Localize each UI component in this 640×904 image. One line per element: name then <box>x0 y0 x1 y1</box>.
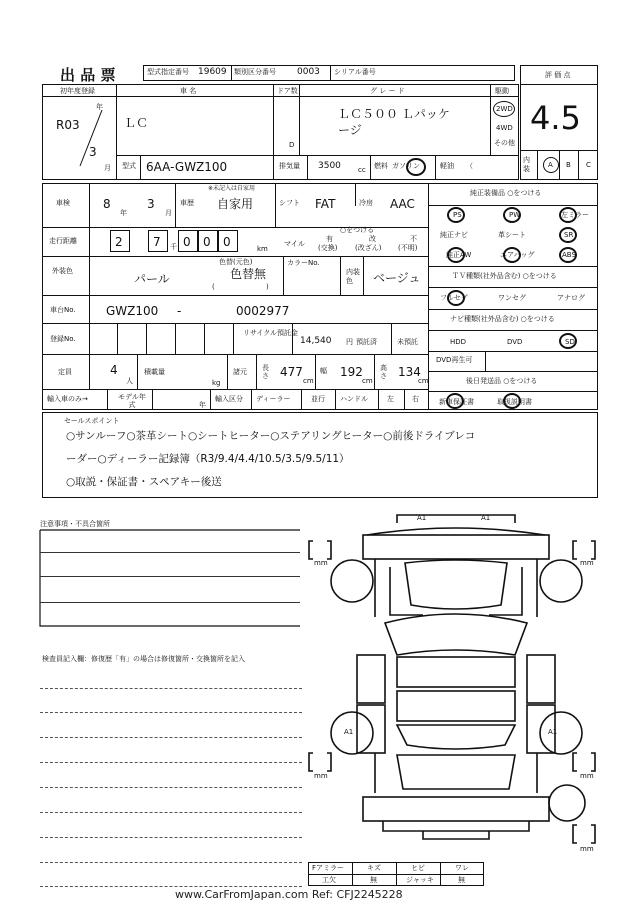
width-unit: cm <box>362 377 373 385</box>
after-manual-circle <box>503 393 521 409</box>
legend-h3: ヒビ <box>411 864 425 872</box>
after-manual: 取扱説明書 <box>497 398 532 406</box>
mileage-opt3: (不明) <box>398 244 418 252</box>
import-only-label: 輸入車のみ→ <box>47 395 88 403</box>
equip-mirror: 左ミラー <box>561 211 589 219</box>
chassis-dash: - <box>177 304 182 318</box>
caution-bracket <box>38 528 302 628</box>
tread-unit-fr: mm <box>580 559 594 567</box>
meter-label: マイル <box>284 240 305 248</box>
displacement-label: 排気量 <box>279 162 300 170</box>
interior-grade-c: C <box>586 161 591 169</box>
equip-leather: 革シート <box>498 231 526 239</box>
equip-mirror-circle <box>559 207 577 223</box>
fuel-label: 燃料 <box>374 162 388 170</box>
height-unit: cm <box>418 377 429 385</box>
load-unit: kg <box>212 379 221 387</box>
exterior-color: パール <box>134 272 170 286</box>
damage-mark-front-right: A1 <box>481 514 491 522</box>
recycle-unit: 円 <box>346 338 353 346</box>
month-mark: 月 <box>104 164 111 172</box>
car-name: ＬＣ <box>124 116 149 130</box>
drive-4wd: 4WD <box>496 124 513 132</box>
after-ship-title: 後日発送品 ○をつける <box>466 377 538 385</box>
import-type-label: 輸入区分 <box>215 395 243 403</box>
inspection-year-mark: 年 <box>120 209 127 217</box>
mileage-digit-4: 0 <box>203 235 211 249</box>
tv-analog: アナログ <box>557 294 585 302</box>
capacity-unit: 人 <box>126 377 133 385</box>
navi-hdd: HDD <box>450 338 467 346</box>
doors-label: ドア数 <box>277 87 298 95</box>
category-label: 類別区分番号 <box>234 68 276 76</box>
interior-color-label: 内装色 <box>346 268 360 285</box>
navi-dvd: DVD <box>507 338 523 346</box>
damage-mark-front-left: A1 <box>417 514 427 522</box>
sales-point-line-3: ○取説・保証書・スペアキー後送 <box>66 476 222 488</box>
cc-unit: cc <box>358 166 366 174</box>
score-label: 評 価 点 <box>545 71 571 79</box>
equip-sr-circle <box>559 227 577 243</box>
legend-h1: Fアミラー <box>312 864 345 872</box>
recycle-not-deposited: 未預託 <box>397 338 418 346</box>
import-dealer: ディーラー <box>256 395 291 403</box>
sales-point-line-2: ーダー○ディーラー記録簿（R3/9.4/4.4/10.5/3.5/9.5/11） <box>66 453 350 465</box>
ac-label: 冷房 <box>359 199 373 207</box>
mileage-mark-note: ○をつける <box>340 226 375 234</box>
displacement-value: 3500 <box>318 161 341 171</box>
interior-grade-a: A <box>548 161 553 169</box>
legend-v2: 無 <box>370 876 377 884</box>
registration-month: 3 <box>89 145 97 159</box>
mileage-digit-5: 0 <box>223 235 231 249</box>
sales-point-line-1: ○サンルーフ○茶革シート○シートヒーター○ステアリングヒーター○前後ドライブレコ <box>66 430 476 442</box>
exterior-color-label: 外装色 <box>52 267 73 275</box>
chassis-label: 車台No. <box>50 306 76 314</box>
dims-label: 諸元 <box>233 368 247 376</box>
tread-unit-rr: mm <box>580 772 594 780</box>
handle-right: 右 <box>412 395 419 403</box>
length-unit: cm <box>303 377 314 385</box>
navi-sd: SD <box>565 338 575 346</box>
model-year-mark: 年 <box>199 401 206 409</box>
inspection-year: 8 <box>103 197 111 211</box>
equip-aw: 純正AW <box>446 251 472 259</box>
mileage-digit-3: 0 <box>183 235 191 249</box>
drive-other: その他 <box>494 139 515 147</box>
legend-v1: 工欠 <box>322 876 336 884</box>
mileage-opt3-top: 不 <box>410 235 417 243</box>
legend-v3: ジャッキ <box>406 876 434 884</box>
tread-unit-rl: mm <box>314 772 328 780</box>
caution-label: 注意事項・不具合箇所 <box>40 520 110 528</box>
inspection-month: 3 <box>147 197 155 211</box>
legend-h4: ワレ <box>455 864 469 872</box>
interior-grade-b: B <box>566 161 571 169</box>
tv-oneseg: ワンセグ <box>498 294 526 302</box>
registration-era-year: R03 <box>56 118 80 132</box>
grade-label: グ レ ー ド <box>370 87 405 95</box>
width-label: 幅 <box>320 367 327 375</box>
reg-no-label: 登録No. <box>50 335 76 343</box>
category-number: 0003 <box>297 67 320 77</box>
mileage-opt1-top: 有 <box>326 235 333 243</box>
legend-v4: 無 <box>458 876 465 884</box>
equip-abs-circle <box>559 247 577 263</box>
light-oil-label: 軽油 <box>440 162 454 170</box>
color-change-value: 色替無 <box>230 267 267 281</box>
fuel-value: ガソリン <box>392 162 420 170</box>
usage-value: 自家用 <box>217 197 254 211</box>
navi-sd-circle <box>559 333 577 349</box>
dvd-player-label: DVD再生可 <box>436 356 473 364</box>
import-parallel: 並行 <box>311 395 325 403</box>
mileage-digit-2: 7 <box>153 235 161 249</box>
recycle-deposited: 預託済 <box>356 338 377 346</box>
damage-mark-rear-left: A1 <box>344 728 354 736</box>
handle-left: 左 <box>387 395 394 403</box>
inspector-label: 検査員記入欄：修復歴「有」の場合は修復箇所・交換箇所を記入 <box>42 655 245 663</box>
equip-pw-circle <box>503 207 521 223</box>
tread-unit-spare: mm <box>580 845 594 853</box>
equipment-title: 純正装備品 ○をつける <box>470 189 542 197</box>
approval-number: 19609 <box>198 67 227 77</box>
doors-d: D <box>289 141 295 149</box>
serial-label: シリアル番号 <box>334 68 376 76</box>
car-name-label: 車 名 <box>180 87 197 95</box>
grade-line-2: ージ <box>338 123 362 137</box>
chassis-prefix: GWZ100 <box>106 304 159 318</box>
score-value: 4.5 <box>530 99 581 137</box>
width-value: 192 <box>340 365 363 379</box>
capacity-value: 4 <box>110 363 118 377</box>
usage-label: 車歴 <box>180 199 194 207</box>
form-title: 出 品 票 <box>60 66 116 84</box>
equip-sr: SR <box>564 231 574 239</box>
mileage-unit: km <box>257 245 268 253</box>
shift-label: シフト <box>279 199 300 207</box>
mileage-opt1: (交換) <box>318 244 338 252</box>
color-no-label: カラーNo. <box>287 259 320 267</box>
sales-points-label: セールスポイント <box>64 417 120 425</box>
equip-pw: PW <box>509 211 521 219</box>
length-label: 長さ <box>262 364 269 380</box>
height-label: 高さ <box>380 364 387 380</box>
after-warranty-circle <box>446 393 464 409</box>
color-change-label: 色替(元色) <box>219 258 253 266</box>
grade-line-1: ＬＣ５００ Ｌパッケ <box>338 107 450 121</box>
shift-value: FAT <box>315 197 336 211</box>
equip-airbag: エアバッグ <box>500 251 535 259</box>
tv-fullseg-circle <box>447 290 465 306</box>
usage-note: ※未記入は自家用 <box>208 185 256 192</box>
year-mark: 年 <box>96 103 103 111</box>
equip-ps-circle <box>447 207 465 223</box>
recycle-amount: 14,540 <box>300 336 332 346</box>
tread-unit-fl: mm <box>314 559 328 567</box>
fuel-paren: （ <box>466 162 473 170</box>
fuel-circle <box>406 158 426 176</box>
ac-value: AAC <box>390 197 415 211</box>
model-year-label: モデル年式 <box>118 393 146 409</box>
handle-label: ハンドル <box>340 395 368 403</box>
approval-label: 型式指定番号 <box>147 68 189 76</box>
load-label: 積載量 <box>144 368 165 376</box>
interior-color: ベージュ <box>373 271 421 285</box>
equip-airbag-circle <box>503 247 521 263</box>
legend-h2: キズ <box>367 864 381 872</box>
length-value: 477 <box>280 365 303 379</box>
drive-2wd: 2WD <box>496 105 513 113</box>
inspection-label: 車検 <box>56 199 70 207</box>
registration-label: 初年度登録 <box>60 87 95 95</box>
chassis-number: 0002977 <box>236 304 290 318</box>
recycle-label: リサイクル預託金 <box>243 329 299 337</box>
model-code: 6AA-GWZ100 <box>146 160 228 174</box>
damage-mark-rear-right: A1 <box>548 728 558 736</box>
mileage-opt2-top: 改 <box>369 235 376 243</box>
equip-aw-circle <box>447 247 465 263</box>
tv-title: ＴＶ種類(社外品含む) ○をつける <box>452 272 557 280</box>
equip-navi: 純正ナビ <box>440 231 468 239</box>
model-label: 型式 <box>122 162 136 170</box>
mileage-thousand: 千 <box>170 243 177 251</box>
navi-title: ナビ種類(社外品含む) ○をつける <box>450 315 555 323</box>
drive-label: 駆動 <box>495 87 509 95</box>
interior-grade-label: 内装 <box>523 156 530 173</box>
mileage-label: 走行距離 <box>49 237 77 245</box>
equip-abs: ABS <box>562 251 576 259</box>
color-paren-close: ) <box>266 283 269 291</box>
after-warranty: 新車保証書 <box>439 398 474 406</box>
car-damage-diagram <box>305 505 615 860</box>
inspection-month-mark: 月 <box>165 209 172 217</box>
mileage-digit-1: 2 <box>115 235 123 249</box>
height-value: 134 <box>398 365 421 379</box>
mileage-opt2: (改ざん) <box>355 244 382 252</box>
equip-ps: PS <box>453 211 462 219</box>
capacity-label: 定員 <box>58 368 72 376</box>
tv-fullseg: フルセグ <box>440 294 468 302</box>
footer-watermark: www.CarFromJapan.com Ref: CFJ2245228 <box>175 888 403 901</box>
color-paren-open: ( <box>212 283 215 291</box>
